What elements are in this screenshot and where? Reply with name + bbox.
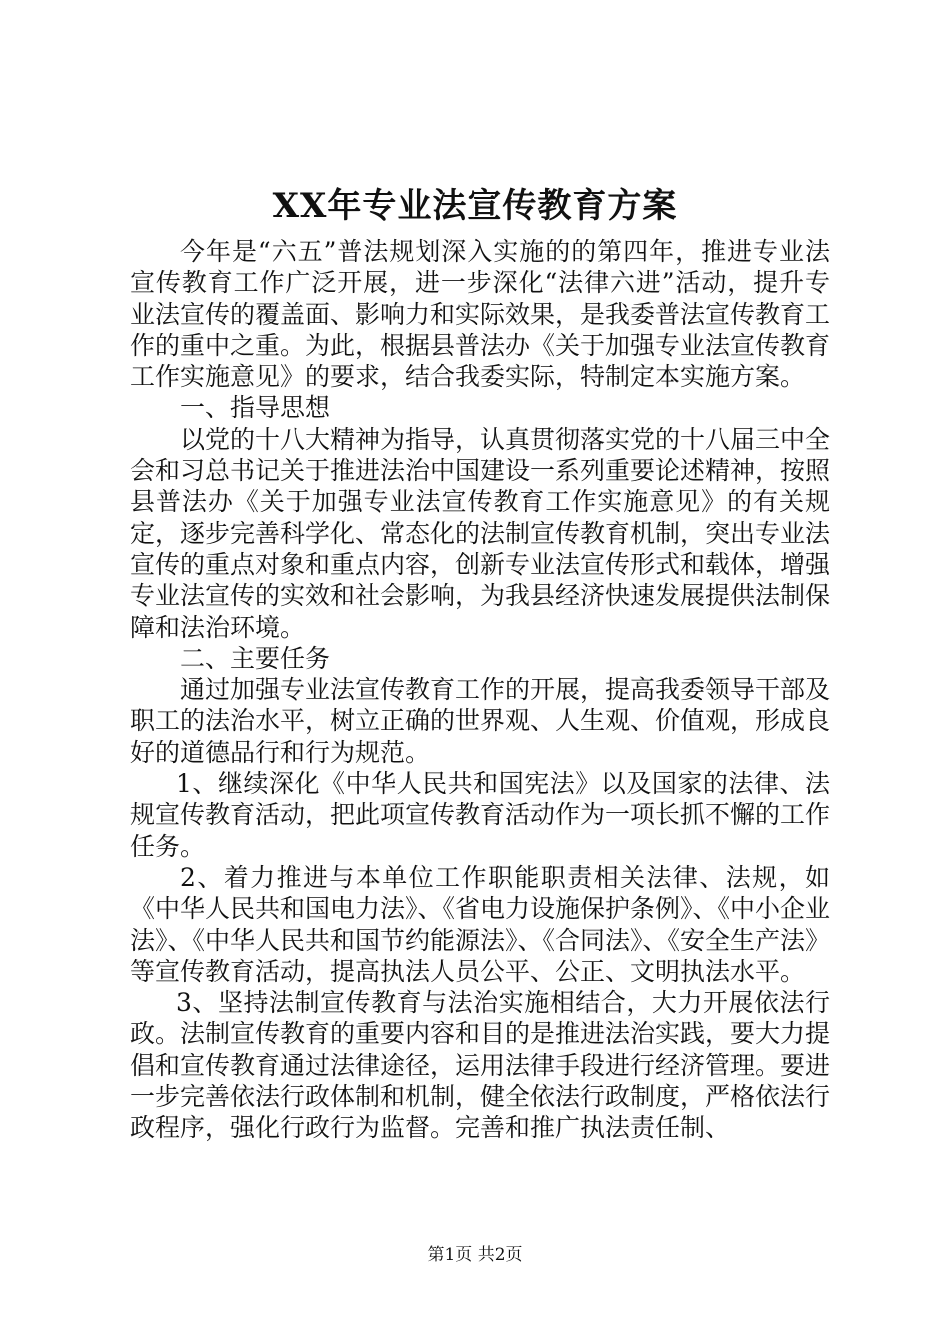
main-tasks-paragraph: 通过加强专业法宣传教育工作的开展，提高我委领导干部及职工的法治水平，树立正确的世界观、人生观、价值观，形成良好的道德品行和行为规范。 (130, 675, 831, 767)
task-item-3: 3、坚持法制宣传教育与法治实施相结合，大力开展依法行政。法制宣传教育的重要内容和目的是推进法治实践，要大力提倡和宣传教育通过法律途径，运用法律手段进行经济管理。要进一步完善依法行政体制和机制，健全依法行政制度，严格依法行政程序，强化行政行为监督。完善和推广执法责任制、 (130, 988, 831, 1143)
intro-paragraph: 今年是“六五”普法规划深入实施的的第四年，推进专业法宣传教育工作广泛开展，进一步深化“法律六进”活动，提升专业法宣传的覆盖面、影响力和实际效果，是我委普法宣传教育工作的重中之重。为此，根据县普法办《关于加强专业法宣传教育工作实施意见》的要求，结合我委实际，特制定本实施方案。 (130, 237, 831, 392)
task-item-1: 1、继续深化《中华人民共和国宪法》以及国家的法律、法规宣传教育活动，把此项宣传教育活动作为一项长抓不懈的工作任务。 (130, 769, 831, 861)
guiding-ideology-paragraph: 以党的十八大精神为指导，认真贯彻落实党的十八届三中全会和习总书记关于推进法治中国建设一系列重要论述精神，按照县普法办《关于加强专业法宣传教育工作实施意见》的有关规定，逐步完善科学化、常态化的法制宣传教育机制，突出专业法宣传的重点对象和重点内容，创新专业法宣传形式和载体，增强专业法宣传的实效和社会影响，为我县经济快速发展提供法制保障和法治环境。 (130, 424, 831, 642)
task-item-2: 2、着力推进与本单位工作职能职责相关法律、法规，如《中华人民共和国电力法》、《省电力设施保护条例》、《中小企业法》、《中华人民共和国节约能源法》、《合同法》、《安全生产法》等宣传教育活动，提高执法人员公平、公正、文明执法水平。 (130, 862, 831, 986)
document-title: XX年专业法宣传教育方案 (272, 186, 678, 226)
page-footer: 第1页 共2页 (427, 1245, 523, 1265)
document-body (130, 236, 830, 1144)
section-heading-main-tasks: 二、主要任务 (180, 643, 331, 673)
section-heading-guiding-ideology: 一、指导思想 (180, 393, 331, 423)
